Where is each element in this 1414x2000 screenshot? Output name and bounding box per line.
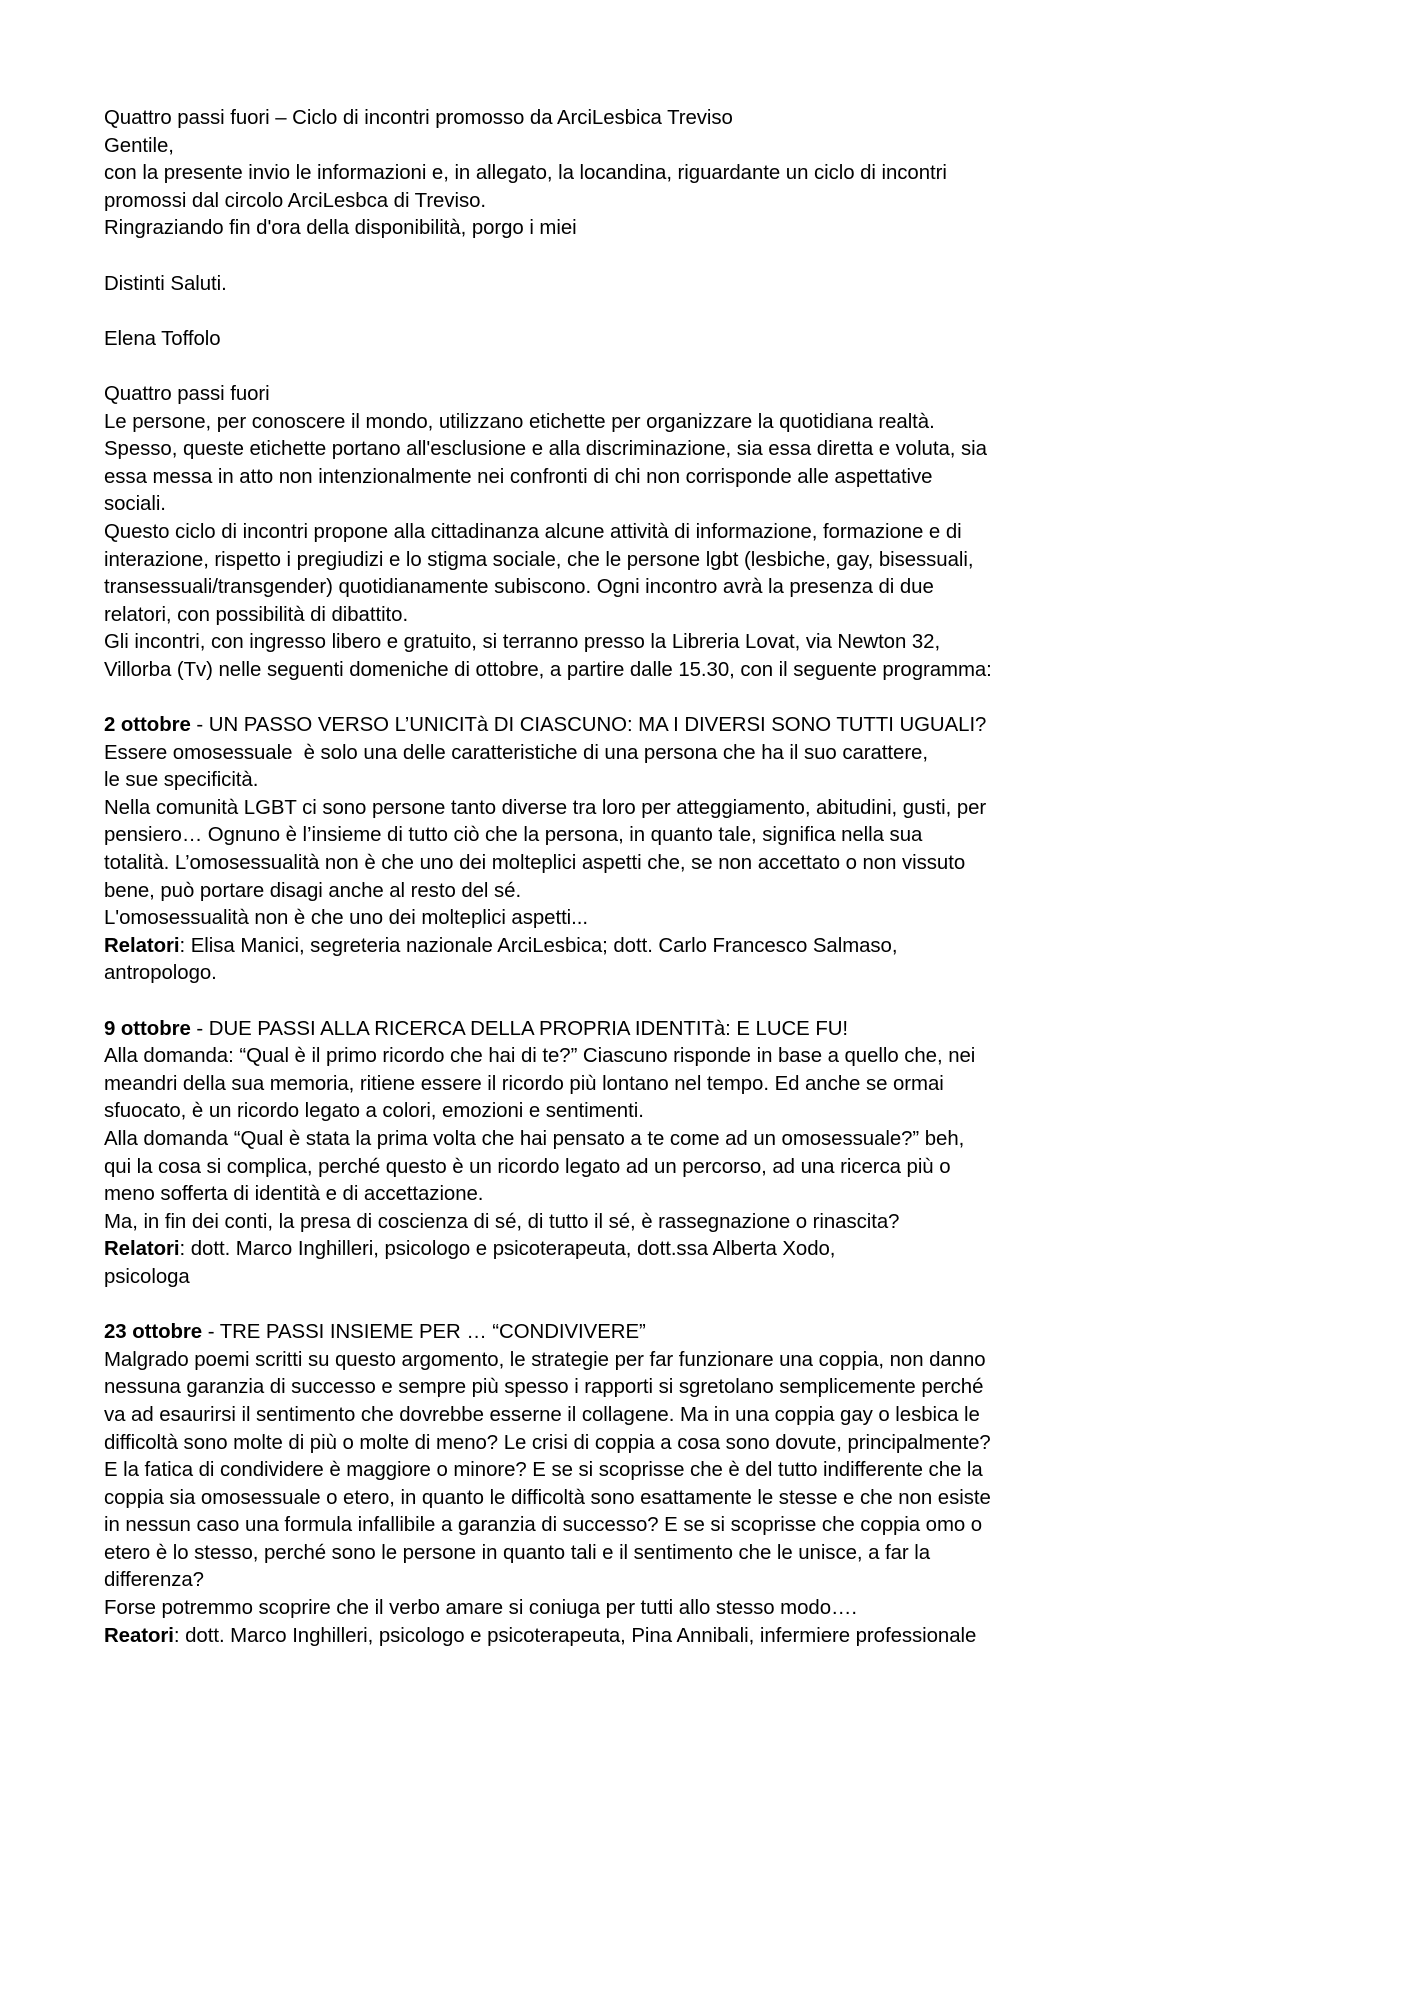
- speakers-label: Relatori: [104, 934, 180, 957]
- letter-intro-block: [104, 160, 1024, 243]
- letter-line-2: promossi dal circolo ArciLesbca di Treviso.: [104, 189, 487, 212]
- event-date: 9 ottobre: [104, 1017, 191, 1040]
- event-body: [104, 1043, 1024, 1236]
- event-body-line: differenza?: [104, 1569, 204, 1592]
- event-body-line: Malgrado poemi scritti su questo argomento, le strategie per far funzionare una coppia, non danno: [104, 1348, 986, 1371]
- intro-p3-line-1: Gli incontri, con ingresso libero e gratuito, si terranno presso la Libreria Lovat, via Newton 32,: [104, 631, 941, 654]
- speakers-text: : dott. Marco Inghilleri, psicologo e psicoterapeuta, dott.ssa Alberta Xodo,: [179, 1238, 836, 1261]
- event-speakers-line: [104, 1236, 1024, 1264]
- letter-signature: Elena Toffolo: [104, 327, 221, 350]
- event-heading: [104, 712, 1024, 740]
- intro-paragraph-3: [104, 629, 1024, 684]
- event-body: [104, 740, 1024, 933]
- intro-p1-line-3: essa messa in atto non intenzionalmente nei confronti di chi non corrisponde alle aspettative: [104, 465, 933, 488]
- intro-p2-line-2: interazione, rispetto i pregiudizi e lo stigma sociale, che le persone lgbt (lesbiche, gay, bisessuali,: [104, 548, 974, 571]
- event-separator: -: [190, 714, 209, 737]
- event-body-line: Forse potremmo scoprire che il verbo amare si coniuga per tutti allo stesso modo….: [104, 1597, 857, 1620]
- intro-p1-line-1: Le persone, per conoscere il mondo, utilizzano etichette per organizzare la quotidiana realtà.: [104, 410, 935, 433]
- spacer: [104, 243, 1024, 271]
- event-title: UN PASSO VERSO L’UNICITà DI CIASCUNO: MA I DIVERSI SONO TUTTI UGUALI?: [208, 714, 987, 737]
- spacer: [104, 684, 1024, 712]
- letter-header-block: [104, 105, 1024, 160]
- event-body-line: Essere omosessuale è solo una delle caratteristiche di una persona che ha il suo carattere,: [104, 741, 928, 764]
- letter-line-3: Ringraziando fin d'ora della disponibilità, porgo i miei: [104, 217, 577, 240]
- event-speakers: [104, 933, 1024, 988]
- intro-p3-line-2: Villorba (Tv) nelle seguenti domeniche di ottobre, a partire dalle 15.30, con il seguente programma:: [104, 658, 992, 681]
- spacer: [104, 353, 1024, 381]
- event-heading-line: [104, 712, 1024, 740]
- event-body-line: L'omosessualità non è che uno dei molteplici aspetti...: [104, 907, 589, 930]
- event-body-line: bene, può portare disagi anche al resto del sé.: [104, 879, 522, 902]
- spacer: [104, 298, 1024, 326]
- document-title-line: Quattro passi fuori – Ciclo di incontri promosso da ArciLesbica Treviso: [104, 107, 733, 129]
- event-body-line: difficoltà sono molte di più o molte di meno? Le crisi di coppia a cosa sono dovute, principalmente?: [104, 1431, 991, 1454]
- event-date: 2 ottobre: [104, 714, 191, 737]
- intro-p1-line-2: Spesso, queste etichette portano all'esclusione e alla discriminazione, sia essa diretta e voluta, sia: [104, 438, 987, 461]
- speakers-text: : Elisa Manici, segreteria nazionale ArciLesbica; dott. Carlo Francesco Salmaso,: [179, 934, 898, 957]
- letter-line-1: con la presente invio le informazioni e, in allegato, la locandina, riguardante un ciclo di incontri: [104, 162, 947, 185]
- event-body-line: meno sofferta di identità e di accettazione.: [104, 1183, 484, 1206]
- speakers-text: : dott. Marco Inghilleri, psicologo e psicoterapeuta, Pina Annibali, infermiere professionale: [173, 1624, 977, 1647]
- event-body-line: meandri della sua memoria, ritiene essere il ricordo più lontano nel tempo. Ed anche se ormai: [104, 1072, 944, 1095]
- intro-p2-line-4: relatori, con possibilità di dibattito.: [104, 603, 409, 626]
- intro-paragraph-1: [104, 409, 1024, 519]
- event-speakers-line: [104, 933, 1024, 961]
- event-body-line: Ma, in fin dei conti, la presa di coscienza di sé, di tutto il sé, è rassegnazione o rinascita?: [104, 1210, 900, 1233]
- event-date: 23 ottobre: [104, 1321, 203, 1344]
- speakers-label: Relatori: [104, 1238, 180, 1261]
- letter-closing: Distinti Saluti.: [104, 272, 227, 295]
- event-heading-line: [104, 1016, 1024, 1044]
- intro-p2-line-1: Questo ciclo di incontri propone alla cittadinanza alcune attività di informazione, formazione e di: [104, 520, 962, 543]
- event-body-line: va ad esaurirsi il sentimento che dovrebbe esserne il collagene. Ma in una coppia gay o lesbica le: [104, 1403, 980, 1426]
- spacer: [104, 1292, 1024, 1320]
- letter-salutation: Gentile,: [104, 134, 174, 157]
- event-separator: -: [190, 1017, 209, 1040]
- event-body-line: qui la cosa si complica, perché questo è un ricordo legato ad un percorso, ad una ricerca più o: [104, 1155, 951, 1178]
- letter-signature-block: [104, 326, 1024, 354]
- event-body-line: nessuna garanzia di successo e sempre più spesso i rapporti si sgretolano semplicemente perché: [104, 1376, 984, 1399]
- spacer: [104, 988, 1024, 1016]
- event-body-line: Nella comunità LGBT ci sono persone tanto diverse tra loro per atteggiamento, abitudini, gusti, per: [104, 796, 987, 819]
- intro-heading-block: [104, 381, 1024, 409]
- event-body-line: etero è lo stesso, perché sono le persone in quanto tali e il sentimento che le unisce, a far la: [104, 1541, 931, 1564]
- event-title: TRE PASSI INSIEME PER … “CONDIVIVERE”: [219, 1321, 646, 1344]
- event-body-line: Alla domanda: “Qual è il primo ricordo che hai di te?” Ciascuno risponde in base a quello che, nei: [104, 1045, 976, 1068]
- event-body-line: E la fatica di condividere è maggiore o minore? E se si scoprisse che è del tutto indifferente che la: [104, 1459, 983, 1482]
- letter-closing-block: [104, 271, 1024, 299]
- event-speakers-line: [104, 1623, 1024, 1651]
- event-heading-line: [104, 1319, 1024, 1347]
- event-body-line: pensiero… Ognuno è l’insieme di tutto ciò che la persona, in quanto tale, significa nella sua: [104, 824, 923, 847]
- event-speakers: [104, 1623, 1024, 1651]
- document-body: [104, 105, 1024, 1650]
- event-speakers-line: antropologo.: [104, 962, 217, 985]
- event-body-line: coppia sia omosessuale o etero, in quanto le difficoltà sono esattamente le stesse e che non esiste: [104, 1486, 991, 1509]
- event-heading: [104, 1319, 1024, 1347]
- speakers-label: Reatori: [104, 1624, 174, 1647]
- event-body-line: sfuocato, è un ricordo legato a colori, emozioni e sentimenti.: [104, 1100, 644, 1123]
- event-body-line: Alla domanda “Qual è stata la prima volta che hai pensato a te come ad un omosessuale?” beh,: [104, 1127, 965, 1150]
- event-title: DUE PASSI ALLA RICERCA DELLA PROPRIA IDENTITà: E LUCE FU!: [208, 1017, 849, 1040]
- event-speakers: [104, 1236, 1024, 1291]
- event-speakers-line: psicologa: [104, 1265, 190, 1288]
- event-body-line: totalità. L’omosessualità non è che uno dei molteplici aspetti che, se non accettato o non vissuto: [104, 852, 966, 875]
- intro-p2-line-3: transessuali/transgender) quotidianamente subiscono. Ogni incontro avrà la presenza di due: [104, 576, 934, 599]
- intro-paragraph-2: [104, 519, 1024, 629]
- event-body-line: le sue specificità.: [104, 769, 259, 792]
- intro-heading: Quattro passi fuori: [104, 382, 270, 405]
- event-separator: -: [202, 1321, 220, 1344]
- event-heading: [104, 1016, 1024, 1044]
- event-body: [104, 1347, 1024, 1623]
- event-body-line: in nessun caso una formula infallibile a garanzia di successo? E se si scoprisse che coppia omo o: [104, 1514, 983, 1537]
- intro-p1-line-4: sociali.: [104, 493, 166, 516]
